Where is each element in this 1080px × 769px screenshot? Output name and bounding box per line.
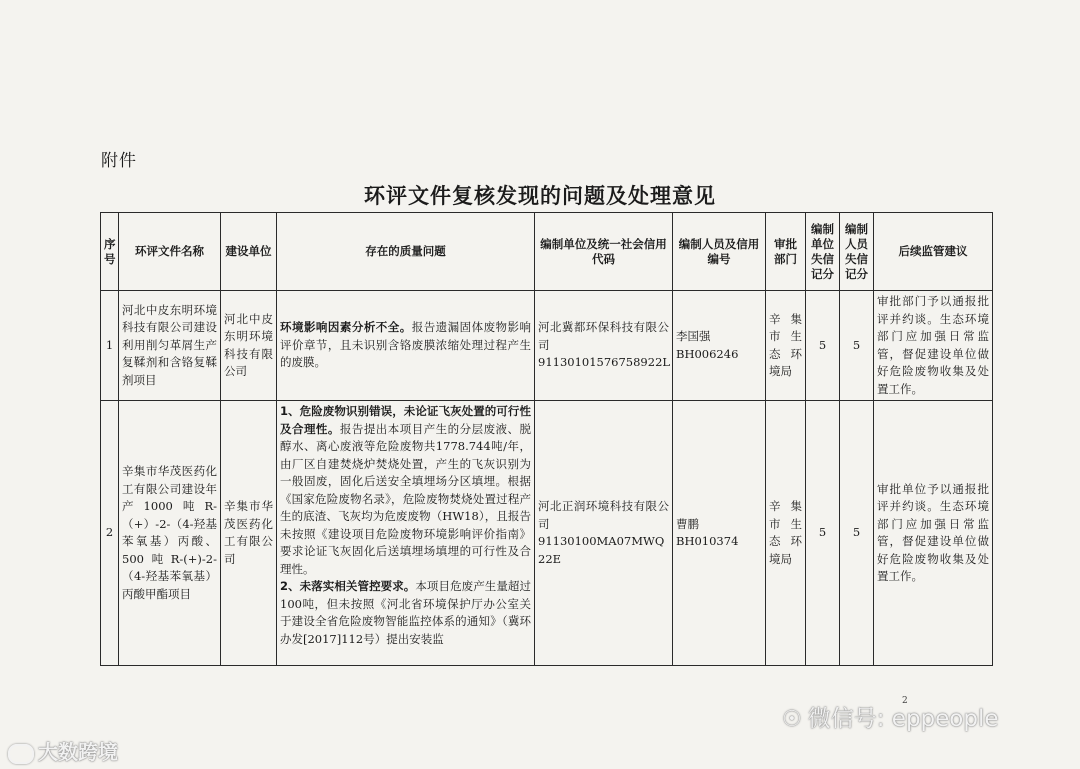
cell-no: 2 bbox=[101, 401, 119, 666]
cell-staff-score: 5 bbox=[840, 401, 874, 666]
cell-no: 1 bbox=[101, 291, 119, 401]
table-row bbox=[101, 401, 993, 666]
compiler-code: 91130100MA07MWQ22E bbox=[538, 534, 665, 566]
cell-suggestion: 审批单位予以通报批评并约谈。生态环境部门应加强日常监管，督促建设单位做好危险废物收集及处置工作。 bbox=[874, 401, 993, 666]
issue-heading: 环境影响因素分析不全。 bbox=[280, 320, 412, 335]
cell-staff-score: 5 bbox=[840, 291, 874, 401]
col-header-doc-name: 环评文件名称 bbox=[119, 213, 221, 291]
cell-compiler bbox=[535, 291, 673, 401]
col-header-compiler: 编制单位及统一社会信用代码 bbox=[535, 213, 673, 291]
col-header-staff-score: 编制人员失信记分 bbox=[840, 213, 874, 291]
col-header-no: 序号 bbox=[101, 213, 119, 291]
issue-heading: 1、危险废物识别错误，未论证飞灰处置的可行性及合理性。 bbox=[280, 404, 531, 436]
issue-heading: 2、未落实相关管控要求。 bbox=[280, 579, 416, 593]
col-header-builder: 建设单位 bbox=[221, 213, 277, 291]
brand-watermark bbox=[8, 736, 118, 765]
logo-icon bbox=[8, 744, 34, 764]
col-header-unit-score: 编制单位失信记分 bbox=[806, 213, 840, 291]
compiler-name: 河北正润环境科技有限公司 bbox=[538, 499, 669, 531]
attachment-label: 附件 bbox=[101, 151, 137, 171]
wechat-id: 微信号: eppeople bbox=[807, 706, 999, 732]
cell-staff bbox=[673, 291, 766, 401]
cell-builder: 河北中皮东明环境科技有限公司 bbox=[221, 291, 277, 401]
brand-name: 大数跨境 bbox=[38, 740, 118, 764]
cell-staff bbox=[673, 401, 766, 666]
cell-doc-name: 辛集市华茂医药化工有限公司建设年产1000吨R-（+）-2-（4-羟基苯氧基）丙酸、500吨R-(+)-2-（4-羟基苯氧基）丙酸甲酯项目 bbox=[119, 401, 221, 666]
wechat-icon: ☉ bbox=[782, 707, 802, 732]
issue-text: 本项目危废产生量超过100吨，但未按照《河北省环境保护厅办公室关于建设全省危险废物智能监控体系的通知》（冀环办发[2017]112号）提出安装监 bbox=[280, 579, 531, 646]
cell-issues bbox=[277, 291, 535, 401]
wechat-watermark bbox=[782, 700, 999, 733]
document-title: 环评文件复核发现的问题及处理意见 bbox=[364, 184, 716, 208]
table-header-row bbox=[101, 213, 993, 291]
col-header-dept: 审批部门 bbox=[766, 213, 806, 291]
cell-builder: 辛集市华茂医药化工有限公司 bbox=[221, 401, 277, 666]
cell-doc-name: 河北中皮东明环境科技有限公司建设利用削匀革屑生产复鞣剂和含铬复鞣剂项目 bbox=[119, 291, 221, 401]
page-number: 2 bbox=[902, 696, 908, 706]
cell-issues bbox=[277, 401, 535, 666]
cell-unit-score: 5 bbox=[806, 401, 840, 666]
staff-code: BH006246 bbox=[676, 346, 739, 361]
table-row bbox=[101, 291, 993, 401]
col-header-staff: 编制人员及信用编号 bbox=[673, 213, 766, 291]
cell-dept: 辛集市生态环境局 bbox=[766, 291, 806, 401]
cell-dept: 辛集市生态环境局 bbox=[766, 401, 806, 666]
cell-unit-score: 5 bbox=[806, 291, 840, 401]
col-header-issues: 存在的质量问题 bbox=[277, 213, 535, 291]
compiler-name: 河北冀都环保科技有限公司 bbox=[538, 320, 669, 352]
cell-compiler bbox=[535, 401, 673, 666]
staff-name: 李国强 bbox=[676, 329, 711, 343]
review-table bbox=[100, 212, 993, 666]
issue-text: 报告遗漏固体废物影响评价章节，且未识别含铬废膜浓缩处理过程产生的废膜。 bbox=[280, 320, 532, 370]
issue-text: 报告提出本项目产生的分层废液、脱醇水、离心废液等危险废物共1778.744吨/年，由厂区自建焚烧炉焚烧处置，产生的飞灰识别为一般固废，固化后送安全填埋场分区填埋。根据《国家危险废物名录》，危险废物焚烧处置过程产生的底渣、飞灰均为危废废物（HW18），且报告未按照《建设项目危险废物环境影响评价指南》要求论证飞灰固化后送填埋场填埋的可行性及合理性。 bbox=[280, 421, 531, 576]
col-header-suggestion: 后续监管建议 bbox=[874, 213, 993, 291]
staff-code: BH010374 bbox=[676, 534, 739, 548]
staff-name: 曹鹏 bbox=[676, 516, 699, 531]
compiler-code: 91130101576758922L bbox=[538, 355, 671, 370]
cell-suggestion: 审批部门予以通报批评并约谈。生态环境部门应加强日常监管，督促建设单位做好危险废物收集及处置工作。 bbox=[874, 291, 993, 401]
